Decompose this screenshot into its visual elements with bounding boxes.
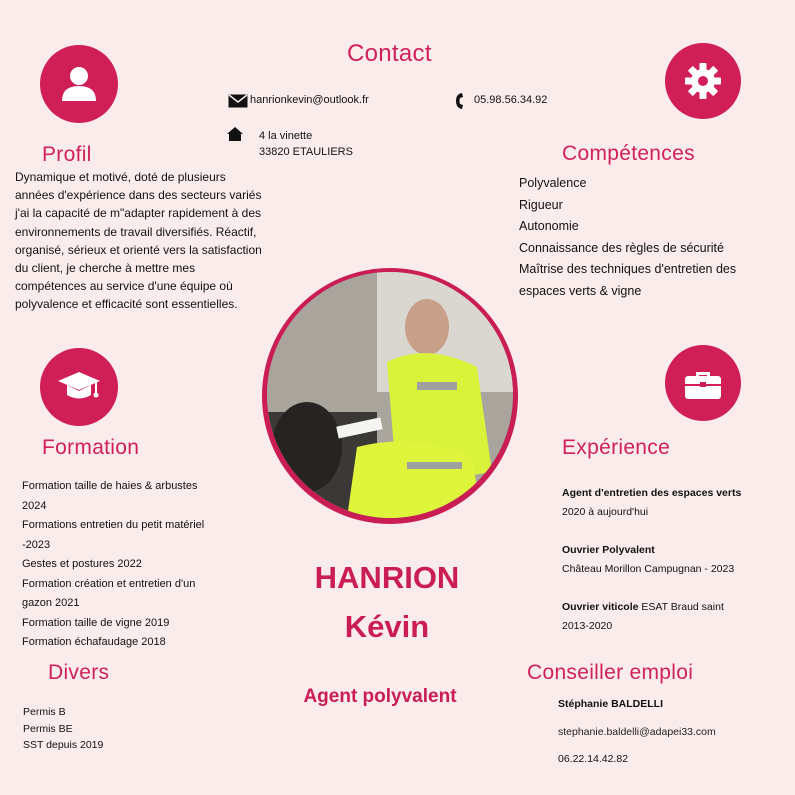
job-title: Agent polyvalent — [303, 686, 457, 707]
competence-item: Autonomie — [519, 219, 579, 233]
conseiller-heading: Conseiller emploi — [527, 661, 694, 684]
first-name: Kévin — [344, 609, 430, 644]
formation-heading: Formation — [42, 436, 140, 459]
address-line2: 33820 ETAULIERS — [259, 146, 353, 158]
experience-detail: Château Morillon Campugnan - 2023 — [562, 563, 735, 575]
experience-item — [562, 541, 787, 579]
experience-list — [562, 484, 787, 636]
contact-heading: Contact — [347, 40, 432, 67]
profil-heading: Profil — [42, 143, 92, 166]
formation-item: Formations entretien du petit matériel -2023 — [22, 519, 205, 551]
address-line1: 4 la vinette — [259, 130, 313, 142]
competence-item: Maîtrise des techniques d'entretien des espaces verts & vigne — [519, 262, 737, 298]
formation-list — [22, 477, 207, 653]
experience-detail2: 2013-2020 — [562, 620, 613, 632]
user-icon — [40, 45, 118, 123]
divers-list — [23, 704, 103, 754]
conseiller-email[interactable]: stephanie.baldelli@adapei33.com — [558, 726, 716, 738]
formation-item: Formation taille de haies & arbustes 2024 — [22, 480, 198, 512]
competence-item: Connaissance des règles de sécurité — [519, 240, 724, 255]
experience-title: Agent d'entretien des espaces verts — [562, 487, 742, 499]
gear-icon — [665, 43, 741, 119]
conseiller-phone[interactable]: 06.22.14.42.82 — [558, 753, 629, 765]
profil-text: Dynamique et motivé, doté de plusieurs années d'expérience dans des secteurs variés j'ai la capacité de m"adapter rapidement à des environnements de travail diversifiés. Réactif, organisé, sérieux et orienté vers la satisfaction du client, je cherche à mettre mes compétences au service d'une équipe où polyvalence et efficacité sont essentielles. — [15, 170, 262, 312]
divers-heading: Divers — [48, 661, 110, 684]
last-name: HANRION — [314, 560, 460, 595]
home-icon — [226, 126, 244, 147]
experience-detail: ESAT Braud saint — [641, 601, 724, 613]
formation-item: Formation taille de vigne 2019 — [22, 616, 170, 629]
contact-email[interactable] — [228, 91, 369, 111]
briefcase-icon — [665, 345, 741, 421]
formation-item: Formation échafaudage 2018 — [22, 636, 166, 648]
experience-title: Ouvrier viticole — [562, 601, 639, 613]
address — [259, 128, 353, 160]
profile-photo — [267, 272, 513, 518]
experience-item — [562, 484, 787, 522]
formation-item: Formation création et entretien d'un gazon 2021 — [22, 577, 196, 609]
competences-heading: Compétences — [562, 142, 695, 165]
competences-list — [519, 173, 779, 302]
formation-item: Gestes et postures 2022 — [22, 558, 142, 570]
envelope-icon — [228, 94, 248, 108]
experience-item — [562, 598, 787, 636]
phone-text: 05.98.56.34.92 — [474, 94, 548, 106]
graduation-cap-icon — [40, 348, 118, 426]
experience-detail: 2020 à aujourd'hui — [562, 506, 649, 518]
experience-heading: Expérience — [562, 436, 671, 459]
experience-title: Ouvrier Polyvalent — [562, 544, 655, 556]
contact-phone[interactable] — [455, 91, 547, 111]
divers-item: Permis BE — [23, 722, 73, 735]
divers-item: Permis B — [23, 706, 66, 718]
phone-icon — [455, 92, 465, 110]
competence-item: Rigueur — [519, 197, 563, 212]
divers-item: SST depuis 2019 — [23, 739, 104, 751]
email-text: hanrionkevin@outlook.fr — [250, 94, 369, 106]
competence-item: Polyvalence — [519, 176, 587, 190]
conseiller-name: Stéphanie BALDELLI — [558, 698, 664, 710]
